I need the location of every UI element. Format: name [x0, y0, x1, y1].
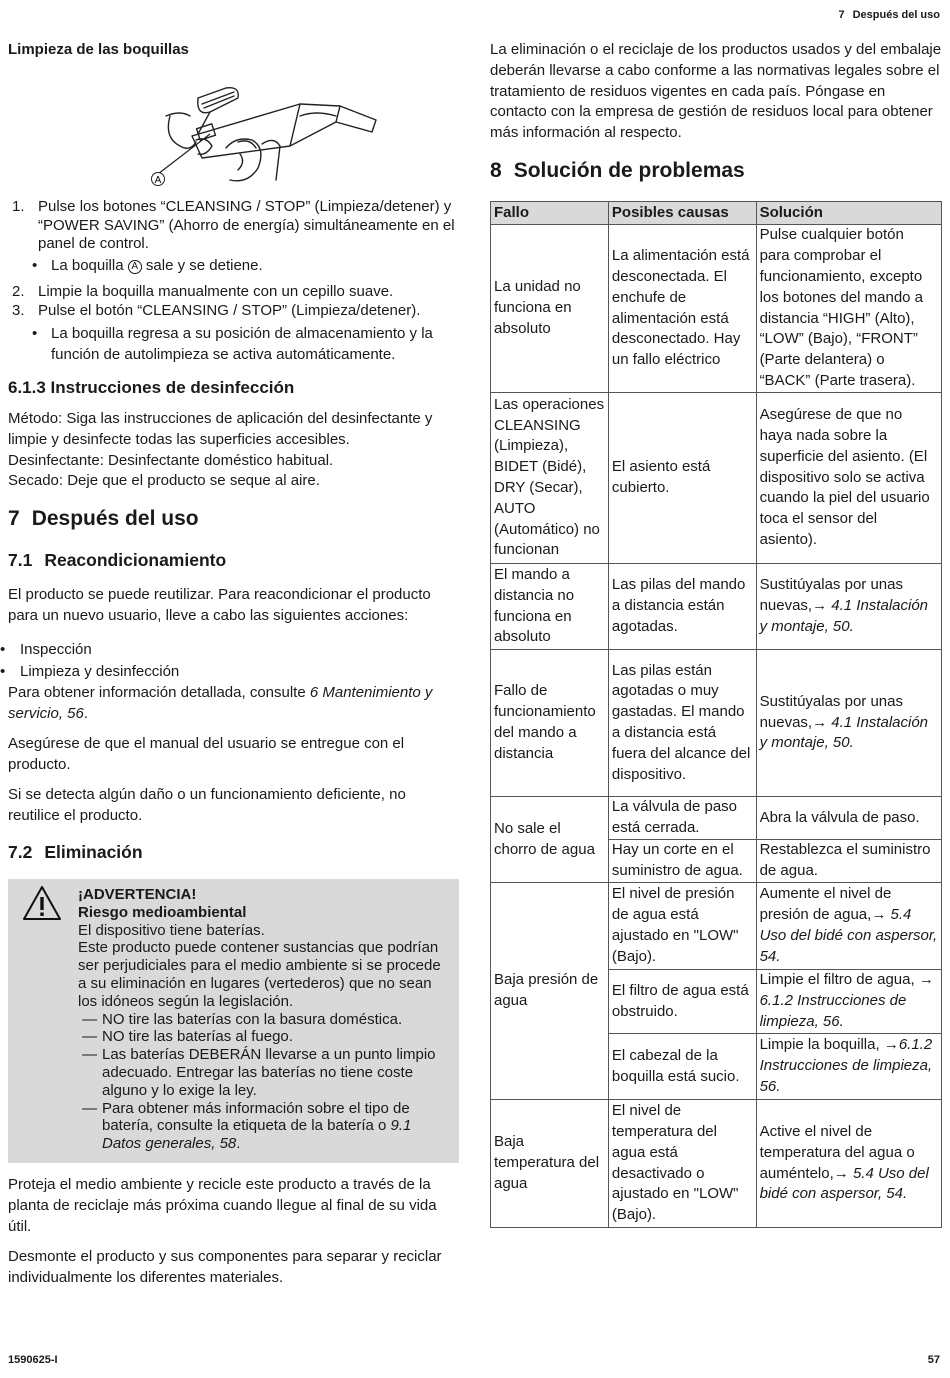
warning-item: — NO tire las baterías al fuego.: [78, 1028, 449, 1046]
warning-item: — NO tire las baterías con la basura doméstica.: [78, 1011, 449, 1029]
header-chapter-number: 7: [838, 9, 845, 21]
page-header: [838, 9, 940, 21]
nozzle-cleaning-illustration: [140, 76, 390, 188]
nozzle-marker-a: A: [128, 260, 142, 274]
table-row: Baja temperatura del agua El nivel de temperatura del agua está desactivado o ajustado en "LOW" (Bajo). Active el nivel de temperatura del agua o auméntelo,→ 5.4 Uso del bidé con aspersor, 54.: [491, 1100, 942, 1228]
dismantle-paragraph: Desmonte el producto y sus componentes para separar y reciclar individualmente los diferentes materiales.: [8, 1248, 442, 1286]
table-row: El mando a distancia no funciona en absoluto Las pilas del mando a distancia están agotadas. Sustitúyalas por unas nuevas,→ 4.1 Instalación y montaje, 50.: [491, 564, 942, 650]
nozzle-steps-list: [8, 198, 458, 365]
warning-item: — Las baterías DEBERÁN llevarse a un punto limpio adecuado. Entregar las baterías no tiene coste alguno y lo exige la ley.: [78, 1046, 449, 1099]
step-1: 1. Pulse los botones “CLEANSING / STOP” (Limpieza/detener) y “POWER SAVING” (Ahorro de energía) simultáneamente en el panel de control.: [12, 198, 455, 252]
reconditioning-reference: Para obtener información detallada, consulte 6 Mantenimiento y servicio, 56.: [8, 684, 433, 722]
table-row: Fallo de funcionamiento del mando a distancia Las pilas están agotadas o muy gastadas. El mando a distancia está fuera del alcance del dispositivo. Sustitúyalas por unas nuevas,→ 4.1 Instalación y montaje, 50.: [491, 650, 942, 797]
table-row: Las operaciones CLEANSING (Limpieza), BIDET (Bidé), DRY (Secar), AUTO (Automático) no funcionan El asiento está cubierto. Asegúrese de que no haya nada sobre la superficie del asiento. (El dispositivo solo se activa cuando la piel del usuario toca el sensor del asiento).: [491, 393, 942, 564]
illustration-label-a: A: [154, 175, 162, 186]
disposal-heading: 7.2 Eliminación: [8, 842, 143, 862]
manual-handover-note: Asegúrese de que el manual del usuario se entregue con el producto.: [8, 735, 405, 773]
table-row: La unidad no funciona en absoluto La alimentación está desconectada. El enchufe de alimentación está desconectado. Hay un fallo eléctrico Pulse cualquier botón para comprobar el funcionamiento, excepto los botones del mando a distancia “HIGH” (Alto), “LOW” (Bajo), “FRONT” (Parte delantera) o “BACK” (Parte trasera).: [491, 225, 942, 393]
header-causes: Posibles causas: [608, 202, 756, 225]
reconditioning-bullets: • Inspección • Limpieza y desinfección: [0, 639, 460, 683]
warning-subtitle: Riesgo medioambiental: [78, 903, 247, 921]
damage-note: Si se detecta algún daño o un funcionamiento deficiente, no reutilice el producto.: [8, 786, 406, 824]
after-use-heading: 7 Después del uso: [8, 507, 199, 530]
footer-document-id: 1590625-I: [8, 1354, 58, 1366]
troubleshooting-heading: 8 Solución de problemas: [490, 159, 745, 182]
step-3-result: • La boquilla regresa a su posición de almacenamiento y la función de autolimpieza se activa automáticamente.: [8, 323, 458, 365]
disinfection-heading: 6.1.3 Instrucciones de desinfección: [8, 378, 295, 397]
header-solution: Solución: [756, 202, 941, 225]
step-2: 2. Limpie la boquilla manualmente con un cepillo suave.: [12, 283, 394, 300]
reconditioning-heading: 7.1 Reacondicionamiento: [8, 550, 227, 570]
warning-box: [8, 879, 459, 1163]
footer-page-number: 57: [927, 1354, 940, 1366]
table-row: Baja presión de agua El nivel de presión de agua está ajustado en "LOW" (Bajo). Aumente el nivel de presión de agua,→ 5.4 Uso del bidé con aspersor, 54.: [491, 883, 942, 970]
nozzle-cleaning-title: Limpieza de las boquillas: [8, 41, 189, 58]
recycling-paragraph: Proteja el medio ambiente y recicle este producto a través de la planta de reciclaje más próxima cuando llegue al final de su vida útil.: [8, 1176, 437, 1235]
step-3: 3. Pulse el botón “CLEANSING / STOP” (Limpieza/detener).: [12, 301, 421, 319]
table-row: El filtro de agua está obstruido. Limpie el filtro de agua, → 6.1.2 Instrucciones de limpieza, 56.: [491, 970, 942, 1034]
step-1-result: • La boquilla A sale y se detiene.: [8, 257, 458, 276]
reconditioning-intro: El producto se puede reutilizar. Para reacondicionar el producto para un nuevo usuario, lleve a cabo las siguientes acciones:: [8, 586, 431, 624]
header-chapter-title: Después del uso: [852, 9, 940, 21]
table-header-row: [491, 202, 942, 225]
table-row: No sale el chorro de agua La válvula de paso está cerrada. Abra la válvula de paso.: [491, 797, 942, 840]
disinfection-text: Método: Siga las instrucciones de aplicación del desinfectante y limpie y desinfecte todas las superficies accesibles. Desinfectante: Desinfectante doméstico habitual. Secado: Deje que el producto se seque al aire.: [8, 410, 433, 490]
troubleshooting-table: [490, 201, 942, 1228]
table-row: Hay un corte en el suministro de agua. Restablezca el suministro de agua.: [491, 840, 942, 883]
warning-title: ¡ADVERTENCIA!: [78, 886, 197, 903]
disposal-regulations-paragraph: La eliminación o el reciclaje de los productos usados y del embalaje deberán llevarse a cabo conforme a las normativas legales sobre el tratamiento de residuos vigentes en cada país. Póngase en contacto con la empresa de gestión de residuos local para obtener más información al respecto.: [490, 41, 942, 142]
warning-triangle-icon: [22, 885, 62, 921]
table-row: El cabezal de la boquilla está sucio. Limpie la boquilla, →6.1.2 Instrucciones de limpieza, 56.: [491, 1034, 942, 1100]
warning-text: ¡ADVERTENCIA! Riesgo medioambiental El dispositivo tiene baterías. Este producto puede contener sustancias que podrían ser perjudiciales para el medio ambiente si se procede a su eliminación en lugares (vertederos) que no sean los idóneos según la legislación. — NO tire las baterías con la basura doméstica. — NO tire las baterías al fuego. — Las baterías DEBERÁN llevarse a un punto limpio adecuado. Entregar las baterías no tiene coste alguno y lo exige la ley. — Para obtener más información sobre el tipo de batería, consulte la etiqueta de la batería o 9.1 Datos generales, 58.: [78, 886, 449, 1153]
header-fault: Fallo: [491, 202, 609, 225]
warning-item: — Para obtener más información sobre el tipo de batería, consulte la etiqueta de la batería o 9.1 Datos generales, 58.: [78, 1100, 449, 1153]
